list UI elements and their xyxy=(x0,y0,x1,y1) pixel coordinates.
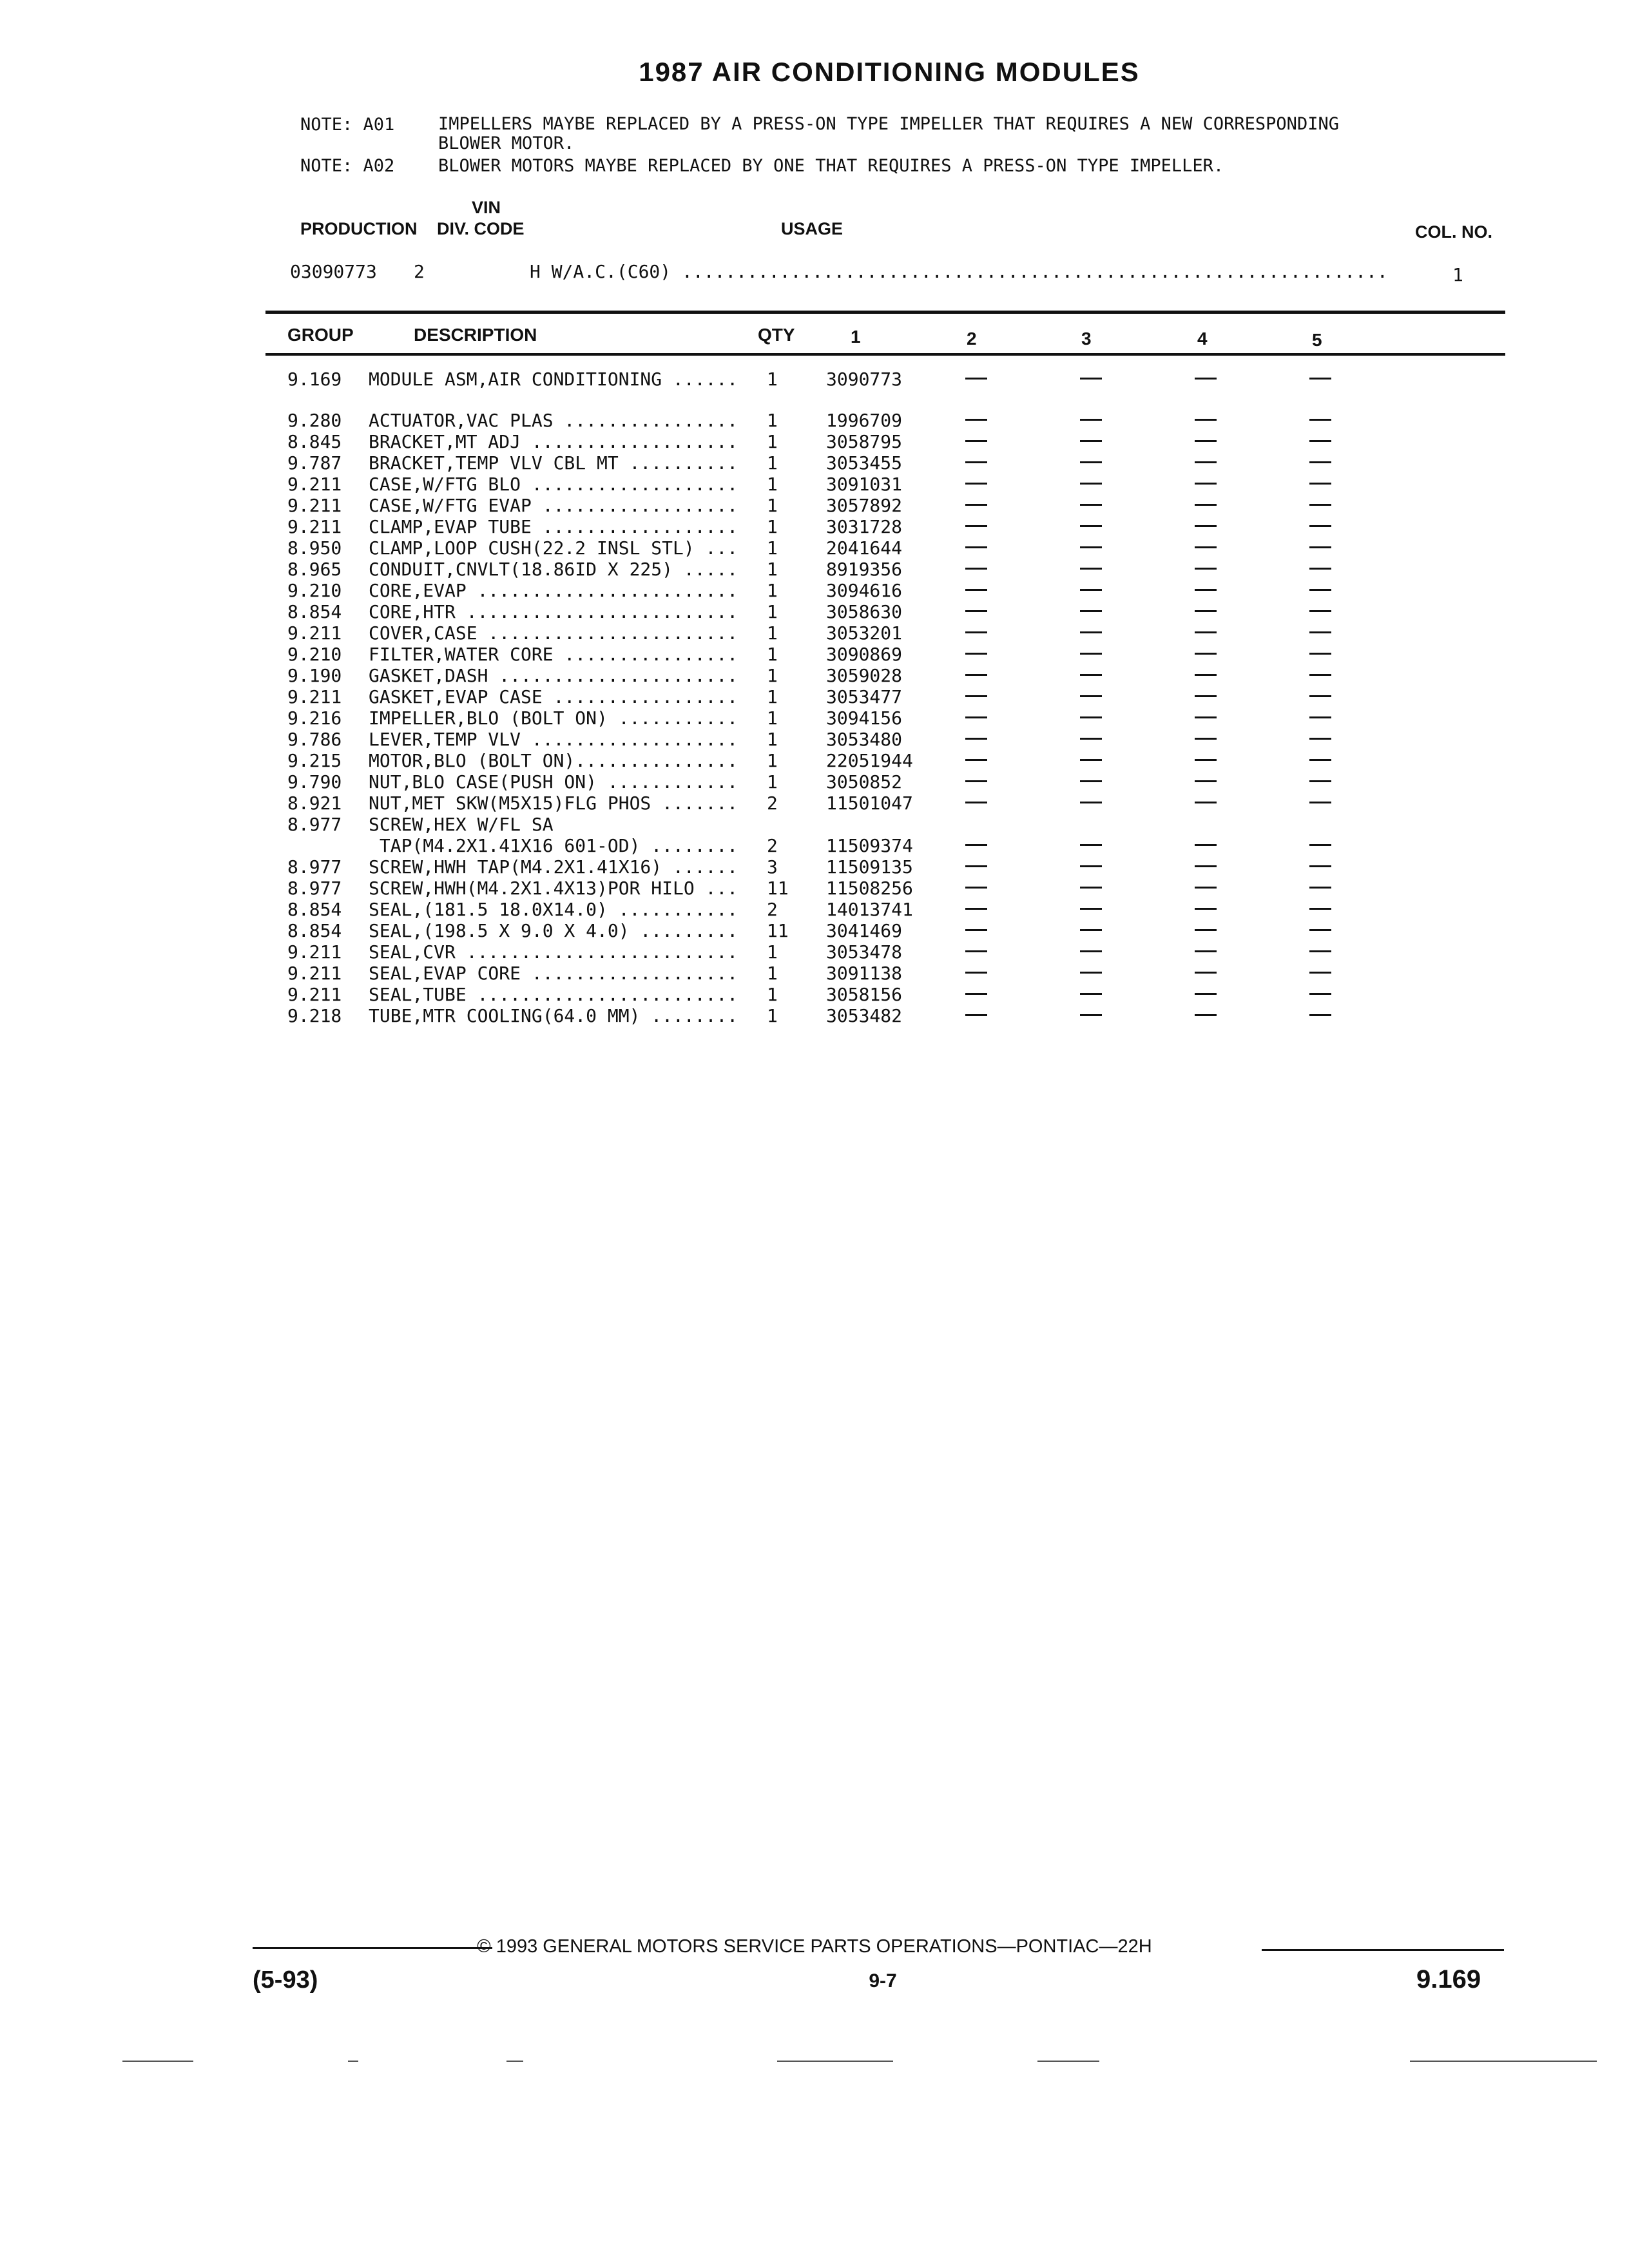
part-description: SEAL,(198.5 X 9.0 X 4.0) ......... xyxy=(369,920,738,941)
quantity: 2 xyxy=(767,793,778,814)
column-2-dash xyxy=(965,908,987,910)
group-code: 9.211 xyxy=(287,984,342,1005)
table-row xyxy=(0,835,1629,856)
column-5-dash xyxy=(1309,546,1331,548)
group-code: 9.210 xyxy=(287,644,342,665)
table-row xyxy=(0,920,1629,941)
group-code: 8.854 xyxy=(287,920,342,941)
column-4-dash xyxy=(1195,887,1217,889)
column-2-dash xyxy=(965,589,987,591)
column-5-dash xyxy=(1309,378,1331,380)
group-code: 9.211 xyxy=(287,474,342,495)
part-number: 3091138 xyxy=(826,963,903,984)
table-row xyxy=(0,622,1629,644)
table-header-rule xyxy=(265,353,1505,356)
column-2-dash xyxy=(965,461,987,463)
column-2-dash xyxy=(965,504,987,506)
column-3-dash xyxy=(1080,525,1102,527)
column-1-header: 1 xyxy=(851,327,861,347)
part-number: 3059028 xyxy=(826,665,903,686)
part-description: TUBE,MTR COOLING(64.0 MM) ........ xyxy=(369,1005,738,1026)
column-2-dash xyxy=(965,802,987,803)
column-3-dash xyxy=(1080,546,1102,548)
note-a02-text: BLOWER MOTORS MAYBE REPLACED BY ONE THAT REQUIRES A PRESS-ON TYPE IMPELLER. xyxy=(438,156,1224,176)
table-row xyxy=(0,707,1629,729)
quantity: 1 xyxy=(767,537,778,559)
quantity: 2 xyxy=(767,835,778,856)
column-5-dash xyxy=(1309,419,1331,421)
column-3-dash xyxy=(1080,929,1102,931)
column-4-dash xyxy=(1195,546,1217,548)
table-row xyxy=(0,771,1629,793)
column-2-dash xyxy=(965,865,987,867)
column-4-dash xyxy=(1195,653,1217,655)
part-description: CLAMP,EVAP TUBE .................. xyxy=(369,516,738,537)
table-row xyxy=(0,410,1629,431)
div-code-header: DIV. CODE xyxy=(437,219,525,238)
quantity: 1 xyxy=(767,580,778,601)
part-description: GASKET,DASH ...................... xyxy=(369,665,738,686)
part-number: 3050852 xyxy=(826,771,903,793)
part-description: NUT,MET SKW(M5X15)FLG PHOS ....... xyxy=(369,793,738,814)
part-description: CASE,W/FTG EVAP .................. xyxy=(369,495,738,516)
qty-column-header: QTY xyxy=(758,325,795,345)
part-number: 3058795 xyxy=(826,431,903,452)
part-number: 11509374 xyxy=(826,835,913,856)
column-4-dash xyxy=(1195,716,1217,718)
column-2-dash xyxy=(965,993,987,995)
date-code: (5-93) xyxy=(253,1966,318,1994)
column-3-dash xyxy=(1080,674,1102,676)
column-4-dash xyxy=(1195,844,1217,846)
group-code: 8.977 xyxy=(287,856,342,878)
column-4-dash xyxy=(1195,865,1217,867)
column-2-dash xyxy=(965,950,987,952)
column-3-dash xyxy=(1080,844,1102,846)
quantity: 1 xyxy=(767,410,778,431)
table-row xyxy=(0,516,1629,537)
part-number: 3053478 xyxy=(826,941,903,963)
quantity: 1 xyxy=(767,474,778,495)
part-description: NUT,BLO CASE(PUSH ON) ............ xyxy=(369,771,738,793)
note-a02-label: NOTE: A02 xyxy=(300,156,395,176)
quantity: 1 xyxy=(767,559,778,580)
part-number: 8919356 xyxy=(826,559,903,580)
table-row xyxy=(0,580,1629,601)
part-number: 3090869 xyxy=(826,644,903,665)
column-3-dash xyxy=(1080,950,1102,952)
table-row xyxy=(0,941,1629,963)
column-3-dash xyxy=(1080,440,1102,442)
table-row xyxy=(0,814,1629,835)
quantity: 1 xyxy=(767,1005,778,1026)
group-code: 9.216 xyxy=(287,707,342,729)
table-row xyxy=(0,729,1629,750)
quantity: 1 xyxy=(767,750,778,771)
column-2-dash xyxy=(965,929,987,931)
table-row xyxy=(0,431,1629,452)
column-4-dash xyxy=(1195,759,1217,761)
part-number: 3053482 xyxy=(826,1005,903,1026)
quantity: 11 xyxy=(767,920,789,941)
part-description: ACTUATOR,VAC PLAS ................ xyxy=(369,410,738,431)
group-code: 9.280 xyxy=(287,410,342,431)
column-2-dash xyxy=(965,631,987,633)
quantity: 1 xyxy=(767,516,778,537)
part-description: FILTER,WATER CORE ................ xyxy=(369,644,738,665)
column-5-dash xyxy=(1309,695,1331,697)
part-number: 3053455 xyxy=(826,452,903,474)
note-a01-label: NOTE: A01 xyxy=(300,115,395,135)
table-row xyxy=(0,686,1629,707)
column-4-dash xyxy=(1195,738,1217,740)
part-description: MODULE ASM,AIR CONDITIONING ...... xyxy=(369,369,738,390)
group-code: 8.845 xyxy=(287,431,342,452)
table-row xyxy=(0,452,1629,474)
column-4-header: 4 xyxy=(1197,329,1208,349)
part-description: CONDUIT,CNVLT(18.86ID X 225) ..... xyxy=(369,559,738,580)
table-row xyxy=(0,559,1629,580)
column-5-header: 5 xyxy=(1312,330,1322,350)
column-4-dash xyxy=(1195,929,1217,931)
part-description: BRACKET,TEMP VLV CBL MT .......... xyxy=(369,452,738,474)
group-code: 9.786 xyxy=(287,729,342,750)
column-5-dash xyxy=(1309,716,1331,718)
page-title: 1987 AIR CONDITIONING MODULES xyxy=(639,57,1140,87)
quantity: 1 xyxy=(767,644,778,665)
column-3-dash xyxy=(1080,993,1102,995)
column-5-dash xyxy=(1309,865,1331,867)
group-code: 9.215 xyxy=(287,750,342,771)
part-number: 3058156 xyxy=(826,984,903,1005)
column-5-dash xyxy=(1309,589,1331,591)
column-5-dash xyxy=(1309,504,1331,506)
part-number: 11508256 xyxy=(826,878,913,899)
footer-rule-right xyxy=(1262,1949,1504,1951)
column-2-dash xyxy=(965,525,987,527)
part-number: 3053480 xyxy=(826,729,903,750)
page-number: 9-7 xyxy=(869,1970,897,1992)
group-code: 9.211 xyxy=(287,963,342,984)
group-code: 9.218 xyxy=(287,1005,342,1026)
column-2-dash xyxy=(965,738,987,740)
table-row xyxy=(0,878,1629,899)
column-2-dash xyxy=(965,972,987,974)
group-code: 9.190 xyxy=(287,665,342,686)
group-reference: 9.169 xyxy=(1416,1965,1481,1994)
column-5-dash xyxy=(1309,887,1331,889)
group-code: 9.787 xyxy=(287,452,342,474)
quantity: 1 xyxy=(767,601,778,622)
quantity: 1 xyxy=(767,495,778,516)
quantity: 1 xyxy=(767,771,778,793)
column-3-header: 3 xyxy=(1081,329,1092,349)
part-number: 11509135 xyxy=(826,856,913,878)
group-code: 9.211 xyxy=(287,622,342,644)
column-2-dash xyxy=(965,568,987,570)
column-4-dash xyxy=(1195,780,1217,782)
column-2-dash xyxy=(965,610,987,612)
column-3-dash xyxy=(1080,461,1102,463)
column-2-dash xyxy=(965,440,987,442)
part-description: SEAL,CVR ......................... xyxy=(369,941,738,963)
column-4-dash xyxy=(1195,908,1217,910)
quantity: 1 xyxy=(767,665,778,686)
group-code: 8.965 xyxy=(287,559,342,580)
quantity: 1 xyxy=(767,452,778,474)
column-4-dash xyxy=(1195,504,1217,506)
scan-artifact xyxy=(1410,2061,1597,2062)
column-4-dash xyxy=(1195,525,1217,527)
production-header: PRODUCTION xyxy=(300,219,418,238)
column-4-dash xyxy=(1195,440,1217,442)
table-top-rule xyxy=(265,311,1505,314)
part-description: CASE,W/FTG BLO ................... xyxy=(369,474,738,495)
group-code: 9.211 xyxy=(287,686,342,707)
column-2-dash xyxy=(965,378,987,380)
column-3-dash xyxy=(1080,738,1102,740)
part-description: SEAL,EVAP CORE ................... xyxy=(369,963,738,984)
quantity: 1 xyxy=(767,622,778,644)
column-4-dash xyxy=(1195,419,1217,421)
column-4-dash xyxy=(1195,610,1217,612)
column-5-dash xyxy=(1309,929,1331,931)
group-code: 9.790 xyxy=(287,771,342,793)
module-row xyxy=(0,369,1629,390)
scan-artifact xyxy=(506,2061,523,2062)
part-number: 3091031 xyxy=(826,474,903,495)
part-number: 2041644 xyxy=(826,537,903,559)
part-number: 3031728 xyxy=(826,516,903,537)
usage-description: H W/A.C.(C60) ................................................................. xyxy=(530,261,1388,282)
column-3-dash xyxy=(1080,610,1102,612)
part-number: 11501047 xyxy=(826,793,913,814)
column-4-dash xyxy=(1195,802,1217,803)
quantity: 1 xyxy=(767,686,778,707)
quantity: 2 xyxy=(767,899,778,920)
group-code: 9.211 xyxy=(287,516,342,537)
column-2-dash xyxy=(965,695,987,697)
part-number: 3053201 xyxy=(826,622,903,644)
part-number: 3041469 xyxy=(826,920,903,941)
note-a01-text: IMPELLERS MAYBE REPLACED BY A PRESS-ON TYPE IMPELLER THAT REQUIRES A NEW CORRESPONDING BLOWER MOTOR. xyxy=(438,114,1339,153)
column-5-dash xyxy=(1309,993,1331,995)
column-5-dash xyxy=(1309,568,1331,570)
group-code: 9.169 xyxy=(287,369,342,390)
column-3-dash xyxy=(1080,419,1102,421)
column-2-dash xyxy=(965,483,987,485)
column-3-dash xyxy=(1080,908,1102,910)
column-3-dash xyxy=(1080,653,1102,655)
column-3-dash xyxy=(1080,802,1102,803)
scan-artifact xyxy=(348,2061,358,2062)
group-code: 8.977 xyxy=(287,878,342,899)
column-4-dash xyxy=(1195,589,1217,591)
table-row xyxy=(0,984,1629,1005)
table-row xyxy=(0,1005,1629,1026)
column-4-dash xyxy=(1195,972,1217,974)
table-row xyxy=(0,899,1629,920)
column-3-dash xyxy=(1080,972,1102,974)
part-description: CORE,EVAP ........................ xyxy=(369,580,738,601)
column-2-dash xyxy=(965,419,987,421)
quantity: 1 xyxy=(767,963,778,984)
part-description: SCREW,HEX W/FL SA xyxy=(369,814,554,835)
part-number: 3053477 xyxy=(826,686,903,707)
part-description: CLAMP,LOOP CUSH(22.2 INSL STL) ... xyxy=(369,537,738,559)
column-2-header: 2 xyxy=(967,329,977,349)
column-2-dash xyxy=(965,759,987,761)
column-3-dash xyxy=(1080,780,1102,782)
column-5-dash xyxy=(1309,440,1331,442)
group-code: 8.950 xyxy=(287,537,342,559)
column-5-dash xyxy=(1309,908,1331,910)
column-2-dash xyxy=(965,716,987,718)
group-code: 8.854 xyxy=(287,601,342,622)
column-number: 1 xyxy=(1452,264,1463,285)
scan-artifact xyxy=(122,2061,193,2062)
column-5-dash xyxy=(1309,802,1331,803)
column-5-dash xyxy=(1309,844,1331,846)
usage-header: USAGE xyxy=(781,219,843,238)
part-number: 3090773 xyxy=(826,369,903,390)
part-number: 22051944 xyxy=(826,750,913,771)
table-row xyxy=(0,537,1629,559)
part-number: 14013741 xyxy=(826,899,913,920)
column-5-dash xyxy=(1309,631,1331,633)
quantity: 11 xyxy=(767,878,789,899)
column-3-dash xyxy=(1080,568,1102,570)
column-5-dash xyxy=(1309,950,1331,952)
group-code: 9.211 xyxy=(287,941,342,963)
column-3-dash xyxy=(1080,759,1102,761)
column-5-dash xyxy=(1309,461,1331,463)
column-2-dash xyxy=(965,887,987,889)
column-5-dash xyxy=(1309,780,1331,782)
table-row xyxy=(0,665,1629,686)
column-3-dash xyxy=(1080,589,1102,591)
quantity: 1 xyxy=(767,707,778,729)
table-row xyxy=(0,474,1629,495)
quantity: 1 xyxy=(767,729,778,750)
column-4-dash xyxy=(1195,950,1217,952)
table-row xyxy=(0,495,1629,516)
part-description: TAP(M4.2X1.41X16 601-OD) ........ xyxy=(369,835,738,856)
column-4-dash xyxy=(1195,378,1217,380)
group-code: 8.921 xyxy=(287,793,342,814)
scan-artifact xyxy=(777,2061,893,2062)
part-description: MOTOR,BLO (BOLT ON)............... xyxy=(369,750,738,771)
part-description: SEAL,TUBE ........................ xyxy=(369,984,738,1005)
part-description: COVER,CASE ....................... xyxy=(369,622,738,644)
part-number: 3094616 xyxy=(826,580,903,601)
table-row xyxy=(0,750,1629,771)
part-description: SCREW,HWH(M4.2X1.4X13)POR HILO ... xyxy=(369,878,738,899)
group-code: 9.210 xyxy=(287,580,342,601)
column-3-dash xyxy=(1080,504,1102,506)
table-row xyxy=(0,644,1629,665)
column-3-dash xyxy=(1080,695,1102,697)
column-4-dash xyxy=(1195,568,1217,570)
column-3-dash xyxy=(1080,887,1102,889)
quantity: 3 xyxy=(767,856,778,878)
table-row xyxy=(0,856,1629,878)
group-code: 8.977 xyxy=(287,814,342,835)
col-no-header: COL. NO. xyxy=(1415,222,1492,242)
column-4-dash xyxy=(1195,461,1217,463)
part-description: GASKET,EVAP CASE ................. xyxy=(369,686,738,707)
column-4-dash xyxy=(1195,674,1217,676)
part-description: IMPELLER,BLO (BOLT ON) ........... xyxy=(369,707,738,729)
column-2-dash xyxy=(965,674,987,676)
part-number: 3057892 xyxy=(826,495,903,516)
table-row xyxy=(0,963,1629,984)
column-5-dash xyxy=(1309,674,1331,676)
column-3-dash xyxy=(1080,716,1102,718)
part-description: SCREW,HWH TAP(M4.2X1.41X16) ...... xyxy=(369,856,738,878)
quantity: 1 xyxy=(767,941,778,963)
copyright-notice: © 1993 GENERAL MOTORS SERVICE PARTS OPERATIONS—PONTIAC—22H xyxy=(477,1936,1152,1957)
column-4-dash xyxy=(1195,993,1217,995)
column-5-dash xyxy=(1309,1014,1331,1016)
quantity: 1 xyxy=(767,431,778,452)
part-description: LEVER,TEMP VLV ................... xyxy=(369,729,738,750)
part-description: BRACKET,MT ADJ ................... xyxy=(369,431,738,452)
column-4-dash xyxy=(1195,631,1217,633)
column-2-dash xyxy=(965,653,987,655)
group-code: 8.854 xyxy=(287,899,342,920)
part-number: 3094156 xyxy=(826,707,903,729)
column-2-dash xyxy=(965,546,987,548)
column-3-dash xyxy=(1080,483,1102,485)
column-5-dash xyxy=(1309,738,1331,740)
division-code: 2 xyxy=(414,261,425,282)
part-description: SEAL,(181.5 18.0X14.0) ........... xyxy=(369,899,738,920)
column-2-dash xyxy=(965,1014,987,1016)
column-4-dash xyxy=(1195,695,1217,697)
column-2-dash xyxy=(965,844,987,846)
quantity: 1 xyxy=(767,369,778,390)
group-code: 9.211 xyxy=(287,495,342,516)
production-number: 03090773 xyxy=(290,261,377,282)
vin-header: VIN xyxy=(472,198,501,217)
group-column-header: GROUP xyxy=(287,325,354,345)
column-5-dash xyxy=(1309,653,1331,655)
quantity: 1 xyxy=(767,984,778,1005)
column-3-dash xyxy=(1080,631,1102,633)
column-4-dash xyxy=(1195,1014,1217,1016)
column-3-dash xyxy=(1080,865,1102,867)
part-description: CORE,HTR ......................... xyxy=(369,601,738,622)
column-5-dash xyxy=(1309,610,1331,612)
part-number: 3058630 xyxy=(826,601,903,622)
column-2-dash xyxy=(965,780,987,782)
table-row xyxy=(0,793,1629,814)
table-row xyxy=(0,601,1629,622)
column-5-dash xyxy=(1309,525,1331,527)
column-5-dash xyxy=(1309,972,1331,974)
part-number: 1996709 xyxy=(826,410,903,431)
column-5-dash xyxy=(1309,483,1331,485)
column-5-dash xyxy=(1309,759,1331,761)
description-column-header: DESCRIPTION xyxy=(414,325,537,345)
scan-artifact xyxy=(1037,2061,1099,2062)
column-4-dash xyxy=(1195,483,1217,485)
column-3-dash xyxy=(1080,1014,1102,1016)
column-3-dash xyxy=(1080,378,1102,380)
